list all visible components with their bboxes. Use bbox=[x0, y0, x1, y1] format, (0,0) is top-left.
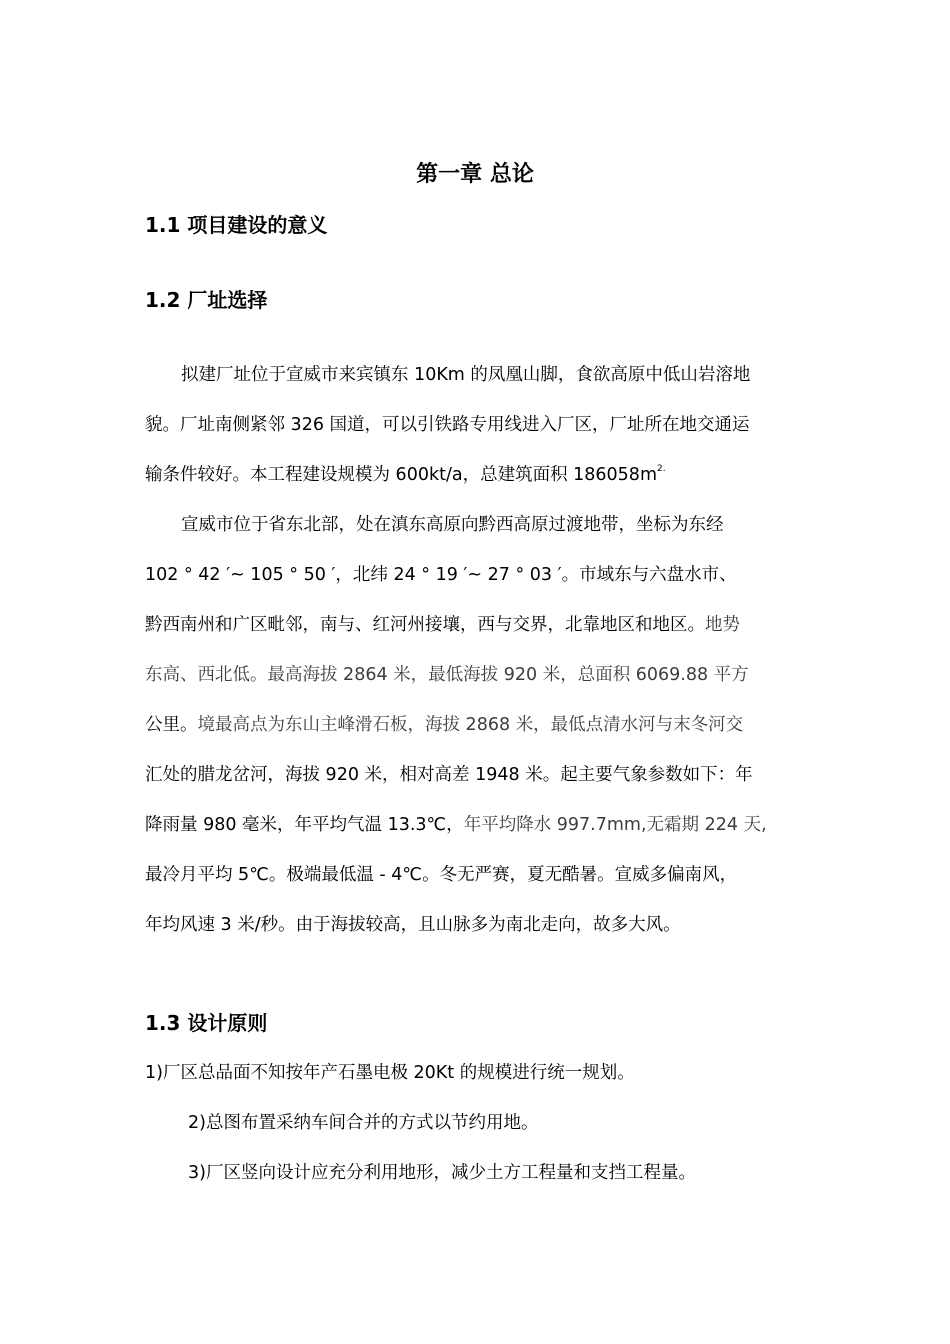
paragraph-line bbox=[145, 460, 666, 490]
paragraph-line: 年均风速 3 米/秒。由于海拔较高，且山脉多为南北走向，故多大风。 bbox=[145, 915, 681, 935]
paragraph-line: 汇处的腊龙岔河，海拔 920 米，相对高差 1948 米。起主要气象参数如下：年 bbox=[145, 765, 753, 785]
line-text-gray: 地势 bbox=[705, 615, 740, 635]
section-heading-1-2: 1.2 厂址选择 bbox=[145, 288, 268, 312]
line-text-gray: 境最高点为东山主峰滑石板，海拔 2868 米，最低点清水河与末冬河交 bbox=[197, 715, 744, 735]
paragraph-line: 拟建厂址位于宣威市来宾镇东 10Km 的凤凰山脚，食欲高原中低山岩溶地 bbox=[181, 365, 751, 385]
paragraph-line: 102 ° 42 ′~ 105 ° 50 ′，北纬 24 ° 19 ′~ 27 ° 03 ′。市域东与六盘水市、 bbox=[145, 565, 737, 585]
paragraph-line: 最冷月平均 5℃。极端最低温 - 4℃。冬无严赛，夏无酷暑。宣威多偏南风， bbox=[145, 865, 738, 885]
section-heading-1-3: 1.3 设计原则 bbox=[145, 1011, 268, 1035]
principle-item: 3)厂区竖向设计应充分利用地形，减少土方工程量和支挡工程量。 bbox=[188, 1163, 696, 1183]
principle-item: 2)总图布置采纳车间合并的方式以节约用地。 bbox=[188, 1113, 539, 1133]
principle-item: 1)厂区总品面不知按年产石墨电极 20Kt 的规模进行统一规划。 bbox=[145, 1063, 635, 1083]
paragraph-line bbox=[145, 610, 740, 640]
chapter-title: 第一章 总论 bbox=[416, 162, 534, 187]
line-text: 输条件较好。本工程建设规模为 600kt/a，总建筑面积 186058m bbox=[145, 465, 657, 485]
line-text: 公里。 bbox=[145, 715, 198, 735]
paragraph-line bbox=[145, 810, 767, 840]
paragraph-line: 貌。厂址南侧紧邻 326 国道，可以引铁路专用线进入厂区，厂址所在地交通运 bbox=[145, 415, 750, 435]
line-text: 黔西南州和广区毗邻，南与、红河州接壤，西与交界，北靠地区和地区。 bbox=[145, 615, 705, 635]
paragraph-line: 东高、西北低。最高海拔 2864 米，最低海拔 920 米，总面积 6069.88 平方 bbox=[145, 665, 749, 685]
superscript: 2. bbox=[657, 464, 666, 474]
paragraph-line bbox=[145, 710, 743, 740]
section-heading-1-1: 1.1 项目建设的意义 bbox=[145, 213, 328, 237]
line-text: 降雨量 980 毫米，年平均气温 13.3℃， bbox=[145, 815, 464, 835]
line-text-gray: 年平均降水 997.7mm,无霜期 224 天, bbox=[463, 815, 767, 835]
paragraph-line: 宣威市位于省东北部，处在滇东高原向黔西高原过渡地带，坐标为东经 bbox=[181, 515, 724, 535]
